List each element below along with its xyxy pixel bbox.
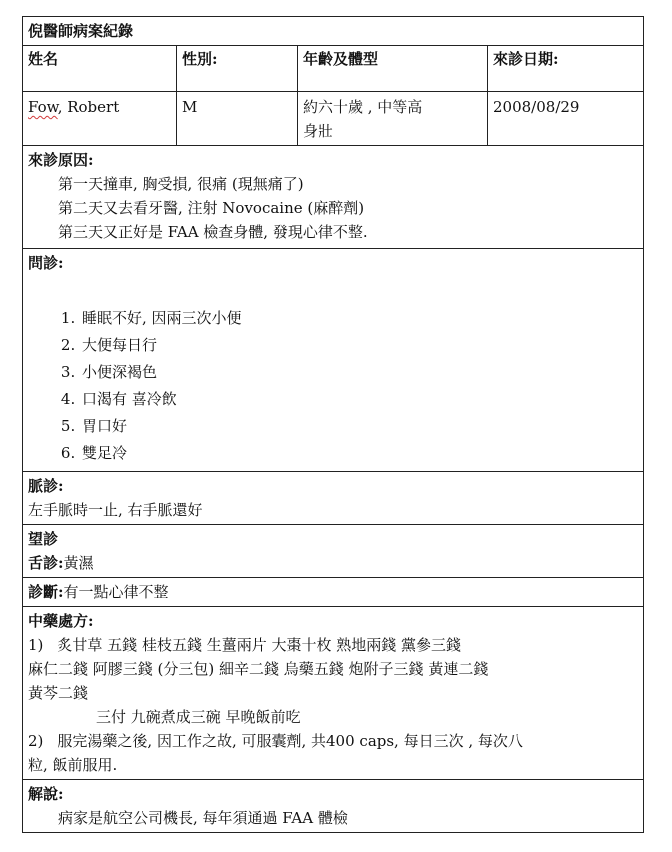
reason-row xyxy=(23,146,644,249)
explanation-text: 病家是航空公司機長, 每年須通過 FAA 體檢 xyxy=(58,809,348,827)
prescription-2-number: 2) xyxy=(28,732,44,750)
prescription-1-dosage: 三付 九碗煮成三碗 早晚飯前吃 xyxy=(96,708,301,726)
observe-cell xyxy=(23,525,644,578)
age-label: 年齡及體型 xyxy=(298,46,488,92)
inquiry-item: 6. 雙足冷 xyxy=(80,440,638,467)
patient-gender: M xyxy=(177,92,298,146)
diagnosis-cell xyxy=(23,578,644,607)
pulse-label: 脈診: xyxy=(28,477,64,495)
reason-line: 第一天撞車, 胸受損, 很痛 (現無痛了) xyxy=(58,175,304,193)
patient-name-cell xyxy=(23,92,177,146)
reason-label: 來診原因: xyxy=(28,151,94,169)
diagnosis-row xyxy=(23,578,644,607)
prescription-label: 中藥處方: xyxy=(28,612,94,630)
patient-age-line1: 約六十歲 , 中等高 xyxy=(303,98,423,116)
reason-line: 第二天又去看牙醫, 注射 Novocaine (麻醉劑) xyxy=(58,199,365,217)
tongue-line xyxy=(28,551,638,575)
reason-cell xyxy=(23,146,644,249)
explanation-cell xyxy=(23,780,644,833)
pulse-text: 左手脈時一止, 右手脈還好 xyxy=(28,501,203,519)
prescription-2-line2: 粒, 飯前服用. xyxy=(28,756,118,774)
inquiry-cell xyxy=(23,249,644,472)
prescription-cell xyxy=(23,607,644,780)
diagnosis-text: 有一點心律不整 xyxy=(63,583,169,601)
visit-date: 2008/08/29 xyxy=(488,92,644,146)
record-title: 倪醫師病案紀錄 xyxy=(23,17,644,46)
prescription-row xyxy=(23,607,644,780)
pulse-row xyxy=(23,472,644,525)
pulse-cell xyxy=(23,472,644,525)
inquiry-item: 5. 胃口好 xyxy=(80,413,638,440)
patient-age-line2: 身壯 xyxy=(303,122,334,140)
explanation-label: 解說: xyxy=(28,785,64,803)
diagnosis-label: 診斷: xyxy=(28,583,64,601)
inquiry-label: 問診: xyxy=(28,254,64,272)
prescription-2-line1 xyxy=(28,729,638,753)
patient-row xyxy=(23,92,644,146)
gender-label: 性別: xyxy=(177,46,298,92)
explanation-row xyxy=(23,780,644,833)
tongue-text: 黃濕 xyxy=(63,554,94,572)
prescription-1-number: 1) xyxy=(28,636,44,654)
inquiry-item: 2. 大便每日行 xyxy=(80,332,638,359)
name-label: 姓名 xyxy=(23,46,177,92)
patient-name-rest: , Robert xyxy=(57,98,120,116)
record-page xyxy=(22,16,643,833)
patient-age-cell xyxy=(298,92,488,146)
inquiry-item: 4. 口渴有 喜冷飲 xyxy=(80,386,638,413)
inquiry-list xyxy=(28,305,638,467)
prescription-1-line2: 麻仁二錢 阿膠三錢 (分三包) 細辛二錢 烏藥五錢 炮附子三錢 黃連二錢 xyxy=(28,660,489,678)
date-label: 來診日期: xyxy=(488,46,644,92)
inquiry-item: 1. 睡眠不好, 因兩三次小便 xyxy=(80,305,638,332)
patient-name-first: Fow xyxy=(28,98,58,116)
tongue-label: 舌診: xyxy=(28,554,64,572)
prescription-2-text: 服完湯藥之後, 因工作之故, 可服囊劑, 共400 caps, 每日三次 , 每次八 xyxy=(57,732,523,750)
medical-record-table xyxy=(22,16,644,833)
observe-row xyxy=(23,525,644,578)
inquiry-item: 3. 小便深褐色 xyxy=(80,359,638,386)
prescription-1-line1 xyxy=(28,633,638,657)
header-row xyxy=(23,46,644,92)
reason-line: 第三天又正好是 FAA 檢查身體, 發現心律不整. xyxy=(58,223,368,241)
prescription-1-text: 炙甘草 五錢 桂枝五錢 生薑兩片 大棗十枚 熟地兩錢 黨參三錢 xyxy=(57,636,462,654)
observe-label: 望診 xyxy=(28,530,59,548)
inquiry-row xyxy=(23,249,644,472)
prescription-1-line3: 黃芩二錢 xyxy=(28,684,89,702)
title-row xyxy=(23,17,644,46)
